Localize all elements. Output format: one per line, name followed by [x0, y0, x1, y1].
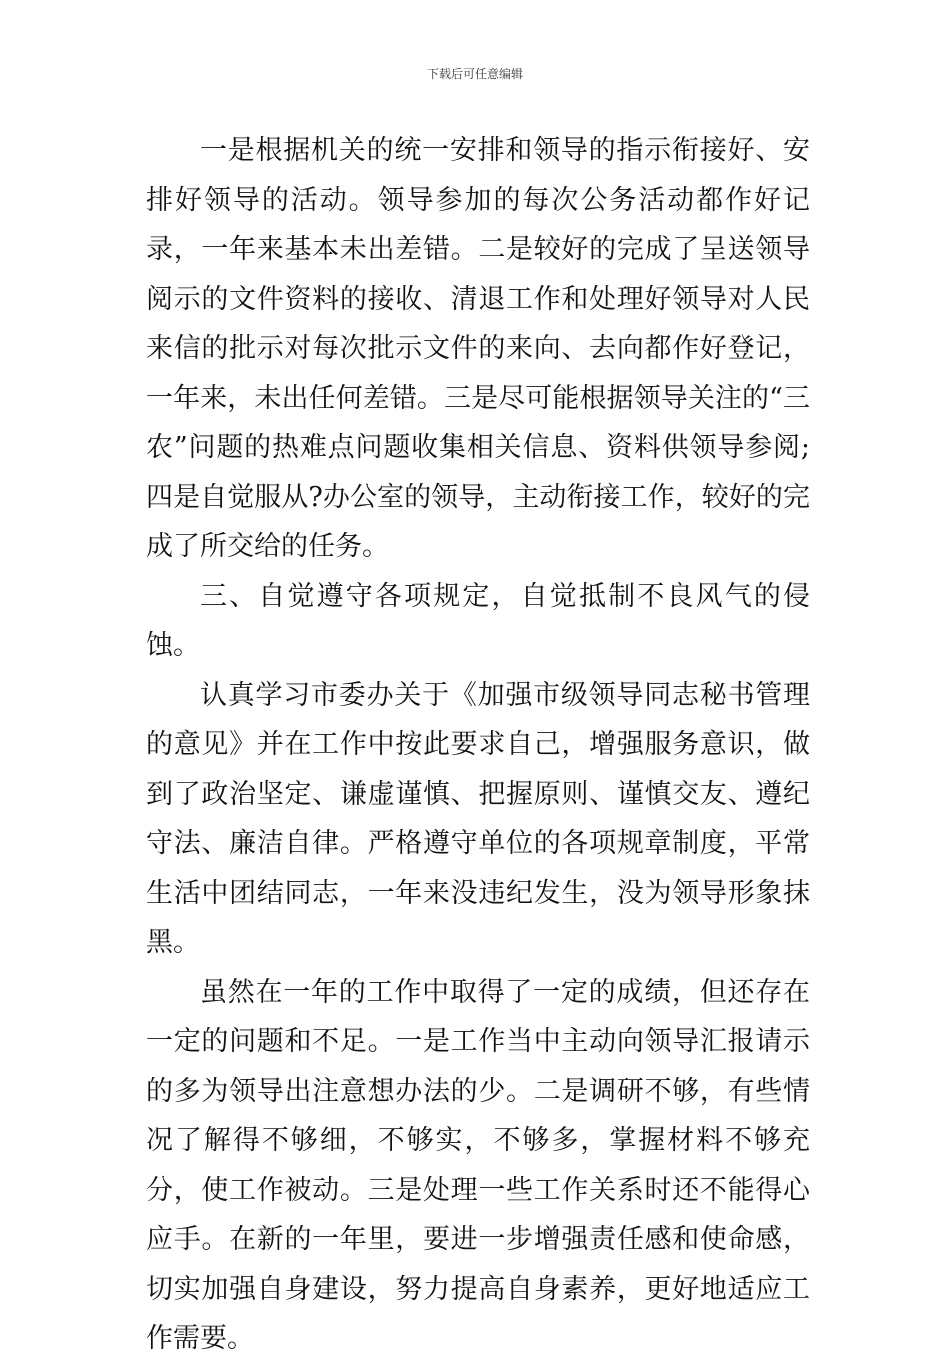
paragraph-duties: 一是根据机关的统一安排和领导的指示衔接好、安排好领导的活动。领导参加的每次公务活动都作好记录，一年来基本未出差错。二是较好的完成了呈送领导阅示的文件资料的接收、清退工作和处理好领导对人民来信的批示对每次批示文件的来向、去向都作好登记，一年来，未出任何差错。三是尽可能根据领导关注的“三农”问题的热难点问题收集相关信息、资料供领导参阅;四是自觉服从?办公室的领导，主动衔接工作，较好的完成了所交给的任务。 — [146, 135, 810, 562]
page-header-note: 下载后可任意编辑 — [426, 67, 523, 81]
paragraph-discipline: 认真学习市委办关于《加强市级领导同志秘书管理的意见》并在工作中按此要求自己，增强服务意识，做到了政治坚定、谦虚谨慎、把握原则、谨慎交友、遵纪守法、廉洁自律。严格遵守单位的各项规章制度，平常生活中团结同志，一年来没违纪发生，没为领导形象抹黑。 — [146, 679, 810, 958]
document-body — [146, 126, 810, 1364]
paragraph-shortcomings: 虽然在一年的工作中取得了一定的成绩，但还存在一定的问题和不足。一是工作当中主动向领导汇报请示的多为领导出注意想办法的少。二是调研不够，有些情况了解得不够细，不够实，不够多，掌握材料不够充分，使工作被动。三是处理一些工作关系时还不能得心应手。在新的一年里，要进一步增强责任感和使命感，切实加强自身建设，努力提高自身素养，更好地适应工作需要。 — [146, 976, 810, 1354]
paragraph-section-three-heading: 三、自觉遵守各项规定，自觉抵制不良风气的侵蚀。 — [146, 580, 810, 661]
